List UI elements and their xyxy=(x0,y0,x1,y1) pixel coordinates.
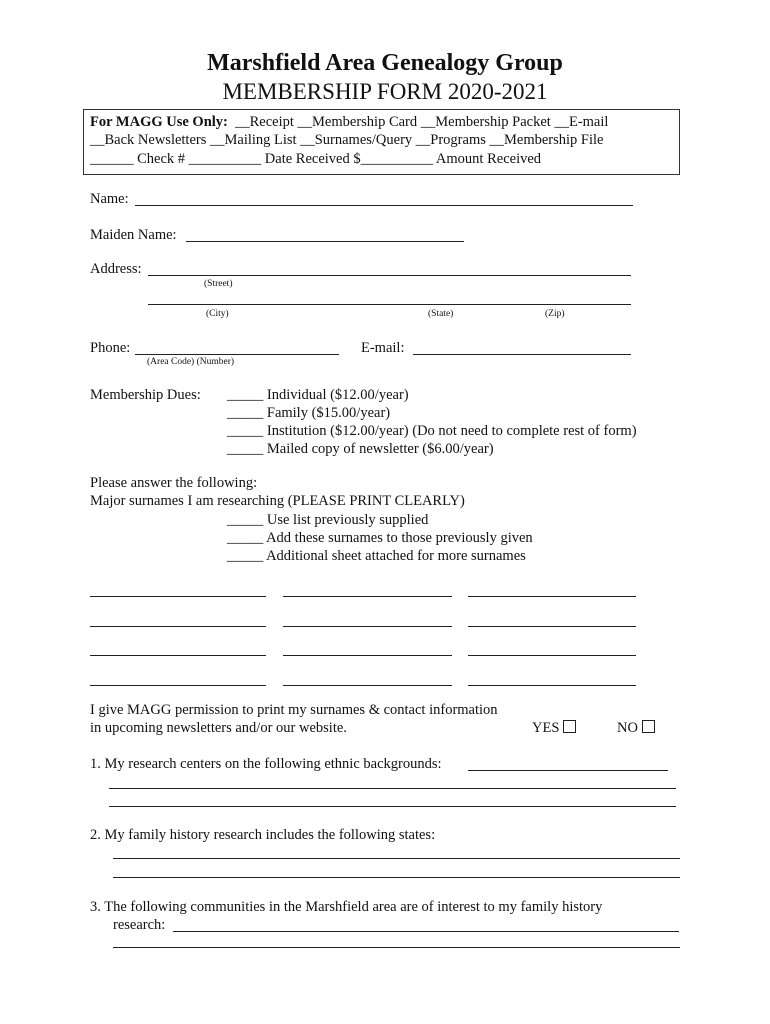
address-label: Address: xyxy=(90,261,142,277)
question-3-field-1[interactable] xyxy=(173,931,679,932)
office-use-items-3: ______ Check # __________ Date Received $__________ Amount Received xyxy=(90,151,542,167)
permission-yes-label: YES xyxy=(532,720,560,736)
question-1-field-3[interactable] xyxy=(109,806,676,807)
surname-blank[interactable] xyxy=(90,596,266,597)
question-1-field[interactable] xyxy=(468,770,668,771)
surnames-intro: Please answer the following: xyxy=(90,475,258,491)
permission-yes[interactable] xyxy=(532,720,576,737)
maiden-name-field[interactable] xyxy=(186,241,464,242)
question-1-field-2[interactable] xyxy=(109,788,676,789)
surname-blank[interactable] xyxy=(90,655,266,656)
office-use-line-1 xyxy=(90,114,608,131)
surname-option-previous[interactable]: _____ Use list previously supplied xyxy=(227,512,429,528)
dues-option-family[interactable]: _____ Family ($15.00/year) xyxy=(227,405,391,421)
question-2: 2. My family history research includes the following states: xyxy=(90,827,436,843)
phone-field[interactable] xyxy=(135,354,339,355)
dues-option-individual[interactable]: _____ Individual ($12.00/year) xyxy=(227,387,409,403)
surname-option-sheet[interactable]: _____ Additional sheet attached for more surnames xyxy=(227,548,526,564)
no-checkbox[interactable] xyxy=(642,720,655,733)
permission-no[interactable] xyxy=(617,720,655,737)
surname-blank[interactable] xyxy=(283,626,452,627)
zip-hint: (Zip) xyxy=(545,309,565,319)
surname-blank[interactable] xyxy=(468,626,636,627)
yes-checkbox[interactable] xyxy=(563,720,576,733)
dues-option-institution[interactable]: _____ Institution ($12.00/year) (Do not need to complete rest of form) xyxy=(227,423,637,439)
surname-blank[interactable] xyxy=(468,685,636,686)
question-2-field-2[interactable] xyxy=(113,877,680,878)
membership-dues-label: Membership Dues: xyxy=(90,387,201,403)
name-label: Name: xyxy=(90,191,129,207)
email-field[interactable] xyxy=(413,354,631,355)
question-3: 3. The following communities in the Marshfield area are of interest to my family history xyxy=(90,899,603,915)
phone-hint: (Area Code) (Number) xyxy=(147,357,235,367)
question-1: 1. My research centers on the following ethnic backgrounds: xyxy=(90,756,442,772)
office-use-label: For MAGG Use Only: xyxy=(90,114,228,130)
permission-text-1: I give MAGG permission to print my surnames & contact information xyxy=(90,702,498,718)
street-hint: (Street) xyxy=(204,279,233,289)
city-state-zip-field[interactable] xyxy=(148,304,631,305)
form-title: MEMBERSHIP FORM 2020-2021 xyxy=(222,79,548,104)
question-2-field-1[interactable] xyxy=(113,858,680,859)
email-label: E-mail: xyxy=(361,340,405,356)
permission-no-label: NO xyxy=(617,720,638,736)
permission-text-2: in upcoming newsletters and/or our website. xyxy=(90,720,347,736)
surname-blank[interactable] xyxy=(283,685,452,686)
name-field[interactable] xyxy=(135,205,633,206)
surname-blank[interactable] xyxy=(90,685,266,686)
office-use-items-2: __Back Newsletters __Mailing List __Surnames/Query __Programs __Membership File xyxy=(90,132,604,148)
state-hint: (State) xyxy=(428,309,454,319)
city-hint: (City) xyxy=(206,309,229,319)
surnames-heading: Major surnames I am researching (PLEASE PRINT CLEARLY) xyxy=(90,493,465,509)
org-title: Marshfield Area Genealogy Group xyxy=(207,50,563,76)
surname-blank[interactable] xyxy=(468,596,636,597)
phone-label: Phone: xyxy=(90,340,131,356)
surname-blank[interactable] xyxy=(283,596,452,597)
surname-blank[interactable] xyxy=(468,655,636,656)
office-use-items-1: __Receipt __Membership Card __Membership Packet __E-mail xyxy=(235,114,609,130)
maiden-name-label: Maiden Name: xyxy=(90,227,177,243)
question-3-cont: research: xyxy=(113,917,166,933)
dues-option-newsletter[interactable]: _____ Mailed copy of newsletter ($6.00/year) xyxy=(227,441,494,457)
surname-blank[interactable] xyxy=(283,655,452,656)
question-3-field-2[interactable] xyxy=(113,947,680,948)
street-field[interactable] xyxy=(148,275,631,276)
surname-option-add[interactable]: _____ Add these surnames to those previously given xyxy=(227,530,533,546)
surname-blank[interactable] xyxy=(90,626,266,627)
